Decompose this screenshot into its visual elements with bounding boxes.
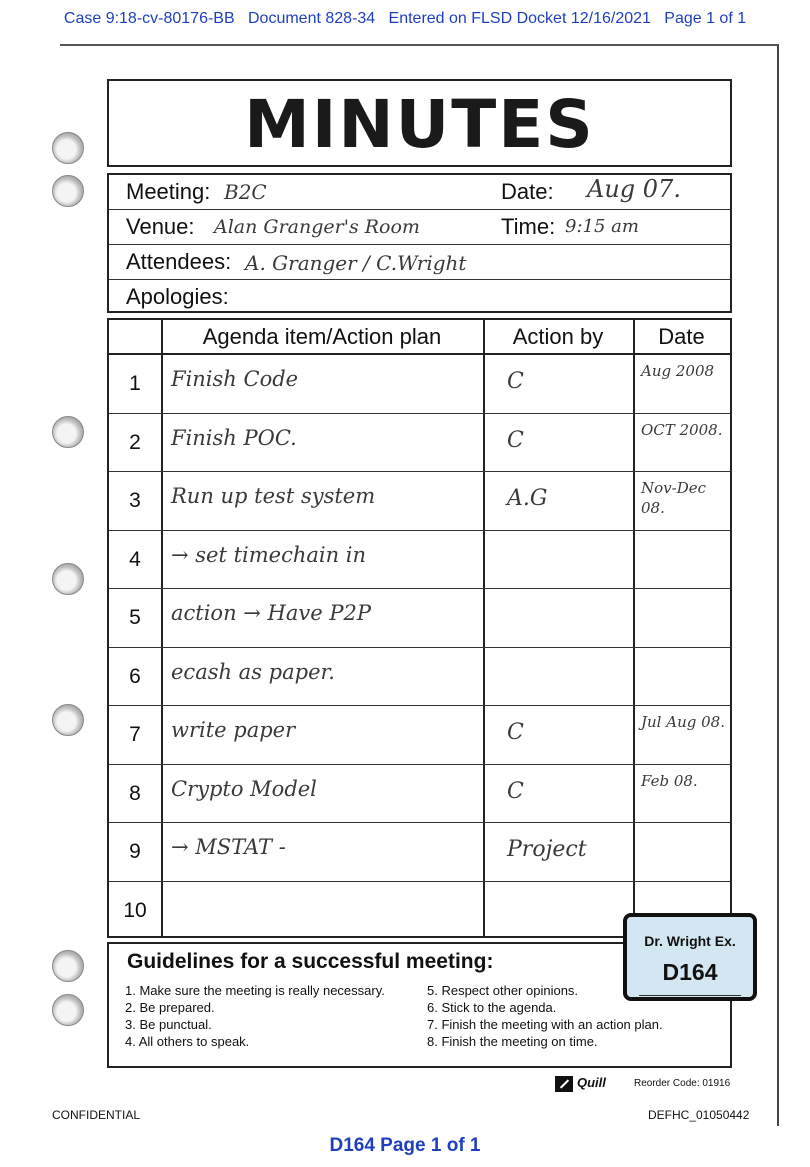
table-row [109,531,730,590]
docket-case: Case 9:18-cv-80176-BB [63,10,235,27]
agenda-item-text: Run up test system [171,484,376,508]
venue-row [109,210,730,245]
agenda-table [107,318,732,938]
confidential-label: CONFIDENTIAL [52,1108,141,1122]
date-text: Jul Aug 08. [641,713,725,731]
page-caption: D164 Page 1 of 1 [329,1135,481,1156]
date-label: Date: [501,179,554,204]
meeting-info [107,173,732,313]
row-number: 4 [129,547,141,571]
meeting-value: B2C [224,180,267,204]
action-by-text: C [507,778,524,804]
row-number: 6 [129,664,141,688]
exhibit-underline [639,995,741,996]
guidelines-title: Guidelines for a successful meeting: [127,950,494,973]
agenda-item-text: ecash as paper. [171,659,335,684]
date-value: Aug 07. [587,175,681,203]
meeting-row [109,175,730,210]
reorder-code: Reorder Code: 01916 [634,1078,731,1089]
guideline-item: 2. Be prepared. [125,1000,215,1015]
table-row [109,355,730,414]
apologies-label: Apologies: [126,284,229,309]
punch-hole [52,416,84,448]
action-by-text: C [507,427,524,453]
page-title: MINUTES [244,86,595,163]
col-header-num [109,320,161,355]
table-row [109,472,730,531]
row-number: 1 [129,372,141,395]
date-text: Feb 08. [641,771,698,790]
venue-value: Alan Granger's Room [214,216,420,238]
punch-hole [52,132,84,164]
agenda-item-text: action → Have P2P [171,601,371,625]
guideline-item: 7. Finish the meeting with an action plan. [427,1017,663,1032]
row-number: 3 [129,489,141,512]
row-number: 9 [129,840,141,863]
quill-brand [555,1075,606,1092]
docket-page: Page 1 of 1 [664,10,747,27]
action-by-text: C [507,369,524,394]
guideline-item: 8. Finish the meeting on time. [427,1034,598,1049]
punch-hole [52,704,84,736]
table-row [109,706,730,765]
table-row [109,414,730,473]
apologies-row [109,280,730,315]
exhibit-number: D164 [662,959,718,985]
guideline-item: 3. Be punctual. [125,1017,212,1032]
table-row [109,648,730,707]
attendees-label: Attendees: [126,249,232,274]
row-number: 7 [129,723,141,746]
date-text: Aug 2008 [641,362,715,380]
row-number: 8 [129,781,141,805]
agenda-item-text: → set timechain in [171,542,367,567]
meeting-label: Meeting: [126,179,211,204]
table-row [109,589,730,648]
row-number: 5 [129,606,141,629]
punch-hole [52,563,84,595]
time-value: 9:15 am [565,216,639,237]
col-header-by: Action by [483,320,633,355]
attendees-row [109,245,730,280]
agenda-item-text: → MSTAT - [171,835,286,859]
guideline-item: 1. Make sure the meeting is really necessary. [125,983,385,998]
time-label: Time: [501,214,556,239]
guideline-item: 5. Respect other opinions. [427,983,579,998]
table-row [109,823,730,882]
date-text: OCT 2008. [641,420,723,439]
agenda-item-text: Crypto Model [171,776,317,801]
exhibit-label: Dr. Wright Ex. [644,933,736,949]
date-text: Nov-Dec 08. [641,479,707,517]
quill-brand-text: Quill [577,1075,606,1090]
agenda-item-text: Finish POC. [171,425,297,450]
punch-hole [52,950,84,982]
docket-header [0,10,810,28]
punch-hole [52,994,84,1026]
docket-document: Document 828-34 [248,10,376,27]
attendees-value: A. Granger / C.Wright [245,251,467,275]
guideline-item: 4. All others to speak. [125,1034,250,1049]
venue-label: Venue: [126,214,195,239]
action-by-text: A.G [507,486,548,511]
title-box [107,79,732,167]
row-number: 10 [123,898,147,922]
row-number: 2 [129,430,141,454]
action-by-text: C [507,720,524,745]
action-by-text: Project [507,837,587,862]
punch-hole [52,175,84,207]
agenda-item-text: write paper [171,718,296,742]
guidelines-left-list [125,982,385,1050]
table-row [109,765,730,824]
exhibit-sticker [623,913,757,1001]
docket-entered: Entered on FLSD Docket 12/16/2021 [388,10,651,27]
bates-number: DEFHC_01050442 [648,1108,750,1122]
guideline-item: 6. Stick to the agenda. [427,1000,557,1015]
agenda-item-text: Finish Code [171,367,299,391]
quill-logo-icon [555,1076,573,1092]
col-header-item: Agenda item/Action plan [161,320,483,355]
col-header-date: Date [633,320,730,355]
